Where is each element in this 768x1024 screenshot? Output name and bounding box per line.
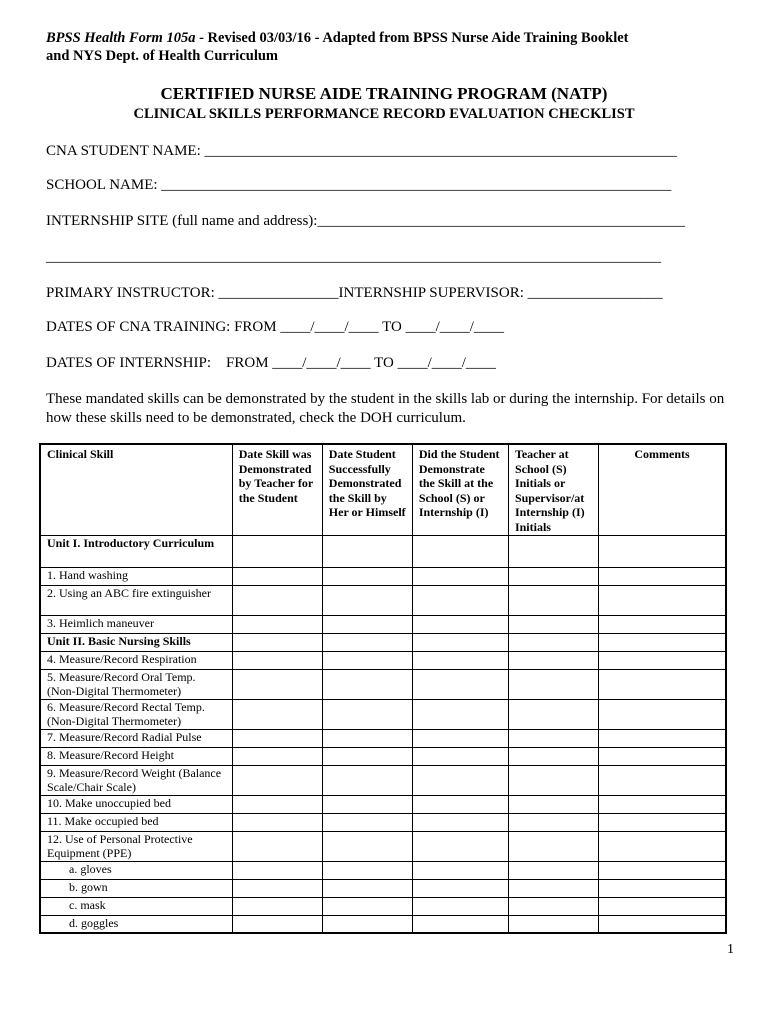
skill-cell: 2. Using an ABC fire extinguisher [40,585,232,615]
document-subtitle: CLINICAL SKILLS PERFORMANCE RECORD EVALUATION CHECKLIST [133,106,635,122]
entry-cell[interactable] [598,795,726,813]
entry-cell[interactable] [508,879,598,897]
table-row [40,535,726,567]
skill-cell: 1. Hand washing [40,567,232,585]
skill-cell: 7. Measure/Record Radial Pulse [40,729,232,747]
skill-cell: 5. Measure/Record Oral Temp. (Non-Digital Thermometer) [40,669,232,699]
address-blank-line: __________________________________________________________________________________ [46,249,661,265]
entry-cell[interactable] [322,585,412,615]
header-location: Did the Student Demonstrate the Skill at the School (S) or Internship (I) [412,444,508,535]
entry-cell[interactable] [412,765,508,795]
entry-cell[interactable] [412,669,508,699]
entry-cell[interactable] [232,765,322,795]
entry-cell[interactable] [412,813,508,831]
page-number: 1 [727,942,734,957]
entry-cell[interactable] [412,699,508,729]
entry-cell[interactable] [412,795,508,813]
skills-checklist-table [39,443,727,934]
school-name-field: SCHOOL NAME: ____________________________________________________________________ [46,177,672,193]
table-row [40,747,726,765]
entry-cell[interactable] [322,729,412,747]
entry-cell[interactable] [412,897,508,915]
entry-cell[interactable] [508,915,598,933]
entry-cell[interactable] [508,747,598,765]
skill-cell: c. mask [40,897,232,915]
entry-cell[interactable] [598,535,726,567]
table-row [40,729,726,747]
entry-cell[interactable] [322,567,412,585]
table-row [40,585,726,615]
entry-cell[interactable] [598,729,726,747]
skill-cell: 4. Measure/Record Respiration [40,651,232,669]
table-row [40,567,726,585]
entry-cell[interactable] [232,669,322,699]
entry-cell[interactable] [598,897,726,915]
table-row [40,813,726,831]
entry-cell[interactable] [598,633,726,651]
skill-cell: b. gown [40,879,232,897]
entry-cell[interactable] [412,831,508,861]
entry-cell[interactable] [232,535,322,567]
form-header-line2: and NYS Dept. of Health Curriculum [46,48,279,64]
entry-cell[interactable] [322,813,412,831]
entry-cell[interactable] [412,535,508,567]
entry-cell[interactable] [232,585,322,615]
table-row [40,633,726,651]
form-header-line1 [46,30,629,47]
entry-cell[interactable] [598,669,726,699]
entry-cell[interactable] [598,585,726,615]
entry-cell[interactable] [598,861,726,879]
entry-cell[interactable] [412,915,508,933]
form-revision: - Revised 03/03/16 - Adapted from BPSS Nurse Aide Training Booklet [195,30,629,46]
entry-cell[interactable] [322,765,412,795]
entry-cell[interactable] [232,813,322,831]
entry-cell[interactable] [322,615,412,633]
entry-cell[interactable] [508,669,598,699]
entry-cell[interactable] [322,795,412,813]
header-student-demo-date: Date Student Successfully Demonstrated the Skill by Her or Himself [322,444,412,535]
entry-cell[interactable] [322,699,412,729]
table-row [40,861,726,879]
entry-cell[interactable] [508,633,598,651]
internship-dates-field: DATES OF INTERNSHIP: FROM ____/____/____ TO ____/____/____ [46,355,496,371]
entry-cell[interactable] [598,699,726,729]
entry-cell[interactable] [232,633,322,651]
header-clinical-skill: Clinical Skill [40,444,232,535]
entry-cell[interactable] [322,747,412,765]
entry-cell[interactable] [508,813,598,831]
entry-cell[interactable] [322,915,412,933]
table-row [40,879,726,897]
entry-cell[interactable] [508,535,598,567]
entry-cell[interactable] [232,615,322,633]
entry-cell[interactable] [322,897,412,915]
skill-cell: d. goggles [40,915,232,933]
document-title: CERTIFIED NURSE AIDE TRAINING PROGRAM (NATP) [160,84,608,103]
entry-cell[interactable] [598,747,726,765]
header-teacher-demo-date: Date Skill was Demonstrated by Teacher for the Student [232,444,322,535]
entry-cell[interactable] [232,729,322,747]
table-row [40,795,726,813]
skill-cell: Unit I. Introductory Curriculum [40,535,232,567]
form-name: BPSS Health Form 105a [46,30,196,46]
header-initials: Teacher at School (S) Initials or Supervisor/at Internship (I) Initials [508,444,598,535]
table-row [40,897,726,915]
entry-cell[interactable] [412,585,508,615]
entry-cell[interactable] [412,567,508,585]
entry-cell[interactable] [508,615,598,633]
entry-cell[interactable] [412,729,508,747]
skill-cell: 10. Make unoccupied bed [40,795,232,813]
table-row [40,831,726,861]
entry-cell[interactable] [508,567,598,585]
entry-cell[interactable] [322,861,412,879]
entry-cell[interactable] [232,915,322,933]
student-name-field: CNA STUDENT NAME: _______________________________________________________________ [46,143,677,159]
header-comments: Comments [598,444,726,535]
skill-cell: 6. Measure/Record Rectal Temp. (Non-Digital Thermometer) [40,699,232,729]
entry-cell[interactable] [322,535,412,567]
entry-cell[interactable] [322,633,412,651]
table-row [40,615,726,633]
entry-cell[interactable] [322,879,412,897]
entry-cell[interactable] [598,765,726,795]
entry-cell[interactable] [508,729,598,747]
entry-cell[interactable] [598,567,726,585]
intro-paragraph: These mandated skills can be demonstrated by the student in the skills lab or during the internship. For details on how these skills need to be demonstrated, check the DOH curriculum. [46,391,725,426]
entry-cell[interactable] [232,567,322,585]
entry-cell[interactable] [598,651,726,669]
entry-cell[interactable] [412,615,508,633]
entry-cell[interactable] [508,765,598,795]
entry-cell[interactable] [412,633,508,651]
skill-cell: a. gloves [40,861,232,879]
instructor-supervisor-field: PRIMARY INSTRUCTOR: ________________INTERNSHIP SUPERVISOR: __________________ [46,285,663,301]
table-row [40,699,726,729]
entry-cell[interactable] [598,615,726,633]
table-row [40,915,726,933]
skill-cell: 11. Make occupied bed [40,813,232,831]
skill-cell: Unit II. Basic Nursing Skills [40,633,232,651]
entry-cell[interactable] [232,831,322,861]
entry-cell[interactable] [508,897,598,915]
entry-cell[interactable] [232,795,322,813]
skill-cell: 12. Use of Personal Protective Equipment (PPE) [40,831,232,861]
entry-cell[interactable] [508,585,598,615]
entry-cell[interactable] [322,831,412,861]
table-row [40,765,726,795]
table-header-row [40,444,726,535]
entry-cell[interactable] [322,651,412,669]
entry-cell[interactable] [508,831,598,861]
entry-cell[interactable] [598,879,726,897]
entry-cell[interactable] [412,747,508,765]
entry-cell[interactable] [412,879,508,897]
entry-cell[interactable] [232,651,322,669]
entry-cell[interactable] [598,813,726,831]
entry-cell[interactable] [232,861,322,879]
entry-cell[interactable] [232,879,322,897]
entry-cell[interactable] [598,915,726,933]
entry-cell[interactable] [232,897,322,915]
internship-site-field: INTERNSHIP SITE (full name and address):_________________________________________________ [46,213,685,229]
entry-cell[interactable] [508,795,598,813]
entry-cell[interactable] [508,651,598,669]
table-row [40,669,726,699]
skill-cell: 8. Measure/Record Height [40,747,232,765]
table-row [40,651,726,669]
entry-cell[interactable] [322,669,412,699]
entry-cell[interactable] [508,699,598,729]
entry-cell[interactable] [232,747,322,765]
training-dates-field: DATES OF CNA TRAINING: FROM ____/____/____ TO ____/____/____ [46,319,504,335]
entry-cell[interactable] [232,699,322,729]
skill-cell: 9. Measure/Record Weight (Balance Scale/Chair Scale) [40,765,232,795]
entry-cell[interactable] [412,861,508,879]
entry-cell[interactable] [508,861,598,879]
skill-cell: 3. Heimlich maneuver [40,615,232,633]
entry-cell[interactable] [598,831,726,861]
entry-cell[interactable] [412,651,508,669]
